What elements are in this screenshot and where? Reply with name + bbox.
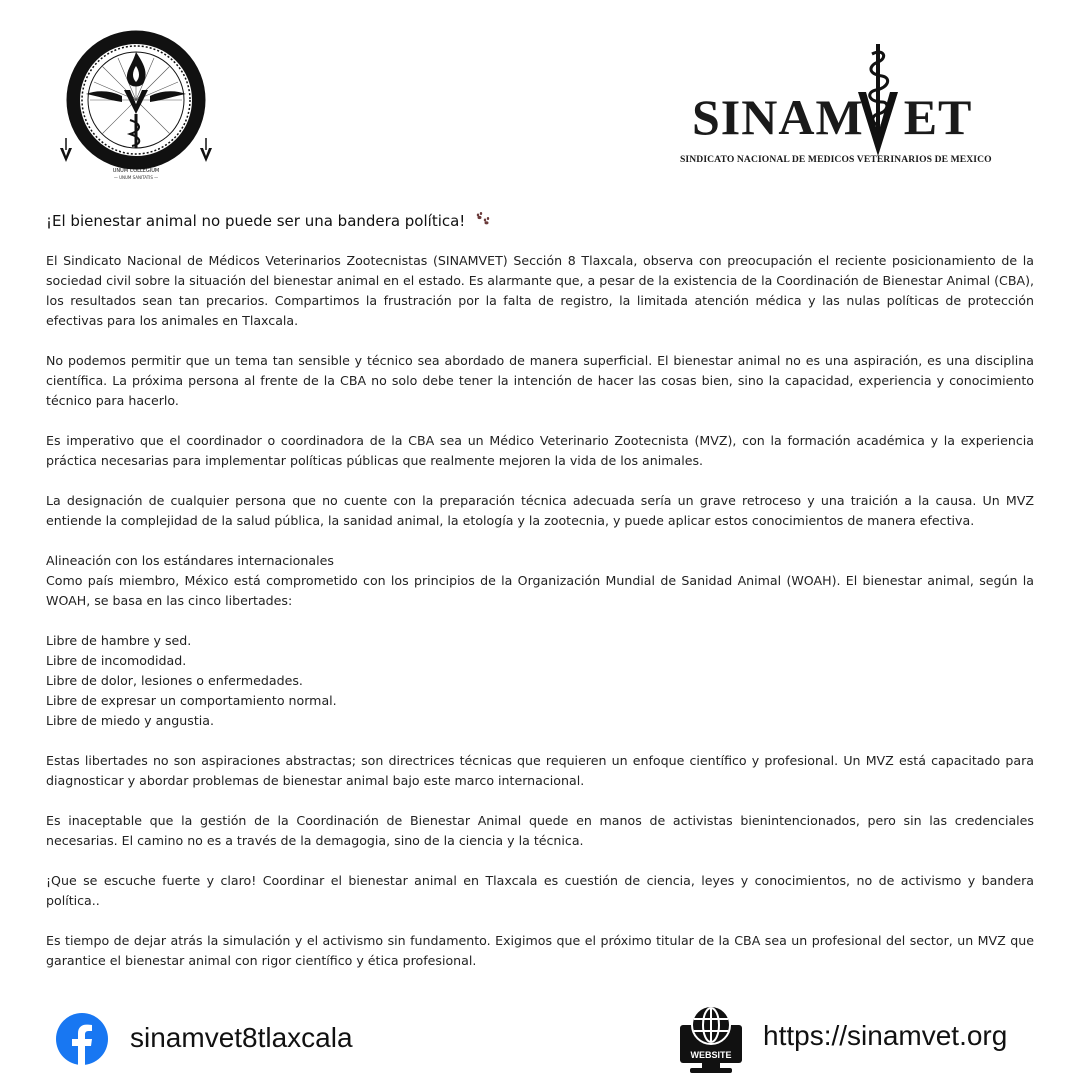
closing-paragraph-1: Estas libertades no son aspiraciones abstractas; son directrices técnicas que requieren un enfoque científico y profesional. Un MVZ está capacitado para diagnosticar y abordar problemas de bienestar animal bajo este marco internacional.	[46, 752, 1034, 788]
paw-prints-icon	[474, 209, 492, 235]
freedom-item: Libre de expresar un comportamiento normal.	[46, 692, 337, 708]
paragraph-2: No podemos permitir que un tema tan sensible y técnico sea abordado de manera superficial. El bienestar animal no es una aspiración, es una disciplina científica. La próxima persona al frente de la CBA no solo debe tener la intención de hacer las cosas bien, sino la capacidad, experiencia y conocimiento técnico para hacerlo.	[46, 352, 1034, 408]
brand-wordmark: SINAM ET	[692, 89, 973, 145]
paragraph-1: El Sindicato Nacional de Médicos Veterinarios Zootecnistas (SINAMVET) Sección 8 Tlaxcala, observa con preocupación el reciente posicionamiento de la sociedad civil sobre la situación del bienestar animal en el estado. Es alarmante que, a pesar de la existencia de la Coordinación de Bienestar Animal (CBA), los resultados sean tan precarios. Compartimos la frustración por la falta de registro, la limitada atención médica y las nulas políticas de protección efectivas para los animales en Tlaxcala.	[46, 252, 1034, 328]
section-heading: Alineación con los estándares internacionales	[46, 552, 334, 568]
sinamvet-seccion8-seal-logo	[52, 30, 220, 180]
facebook-icon[interactable]	[56, 1013, 108, 1065]
five-freedoms-list	[46, 631, 1034, 731]
footer	[0, 995, 1080, 1080]
website-globe-monitor-icon[interactable]	[678, 1003, 744, 1075]
statement-title	[46, 208, 1034, 235]
title-text: ¡El bienestar animal no puede ser una bandera política!	[46, 212, 466, 230]
facebook-handle-link[interactable]: sinamvet8tlaxcala	[130, 1022, 353, 1053]
freedom-item: Libre de dolor, lesiones o enfermedades.	[46, 672, 303, 688]
section-intro: Como país miembro, México está comprometido con los principios de la Organización Mundial de Sanidad Animal (WOAH). El bienestar animal, según la WOAH, se basa en las cinco libertades:	[46, 572, 1034, 608]
sinamvet-wordmark-logo	[680, 40, 1010, 170]
freedom-item: Libre de hambre y sed.	[46, 632, 192, 648]
svg-text:— UNUM SANITATIS —: — UNUM SANITATIS —	[113, 175, 159, 180]
closing-paragraph-3: ¡Que se escuche fuerte y claro! Coordinar el bienestar animal en Tlaxcala es cuestión de ciencia, leyes y conocimientos, no de activismo y bandera política..	[46, 872, 1034, 908]
freedom-item: Libre de miedo y angustia.	[46, 712, 214, 728]
statement-body	[46, 208, 1034, 991]
svg-text:UNUM COLLEGIUM: UNUM COLLEGIUM	[112, 168, 160, 174]
brand-subtitle: SINDICATO NACIONAL DE MEDICOS VETERINARIOS DE MEXICO	[680, 154, 992, 165]
paragraph-4: La designación de cualquier persona que no cuente con la preparación técnica adecuada sería un grave retroceso y una traición a la causa. Un MVZ entiende la complejidad de la salud pública, la sanidad animal, la etología y la zootecnia, y puede aplicar estos conocimientos de manera efectiva.	[46, 492, 1034, 528]
closing-paragraph-4: Es tiempo de dejar atrás la simulación y el activismo sin fundamento. Exigimos que el próximo titular de la CBA sea un profesional del sector, un MVZ que garantice el bienestar animal con rigor científico y ética profesional.	[46, 932, 1034, 968]
freedom-item: Libre de incomodidad.	[46, 652, 187, 668]
header	[0, 0, 1080, 200]
website-url-link[interactable]: https://sinamvet.org	[763, 1020, 1008, 1051]
svg-text:WEBSITE: WEBSITE	[690, 1050, 732, 1060]
closing-paragraph-2: Es inaceptable que la gestión de la Coordinación de Bienestar Animal quede en manos de activistas bienintencionados, pero sin las credenciales necesarias. El camino no es a través de la demagogia, sino de la ciencia y la técnica.	[46, 812, 1034, 848]
paragraph-3: Es imperativo que el coordinador o coordinadora de la CBA sea un Médico Veterinario Zootecnista (MVZ), con la formación académica y la experiencia práctica necesarias para implementar políticas públicas que realmente mejoren la vida de los animales.	[46, 432, 1034, 468]
seal-emblem-icon	[52, 30, 220, 180]
